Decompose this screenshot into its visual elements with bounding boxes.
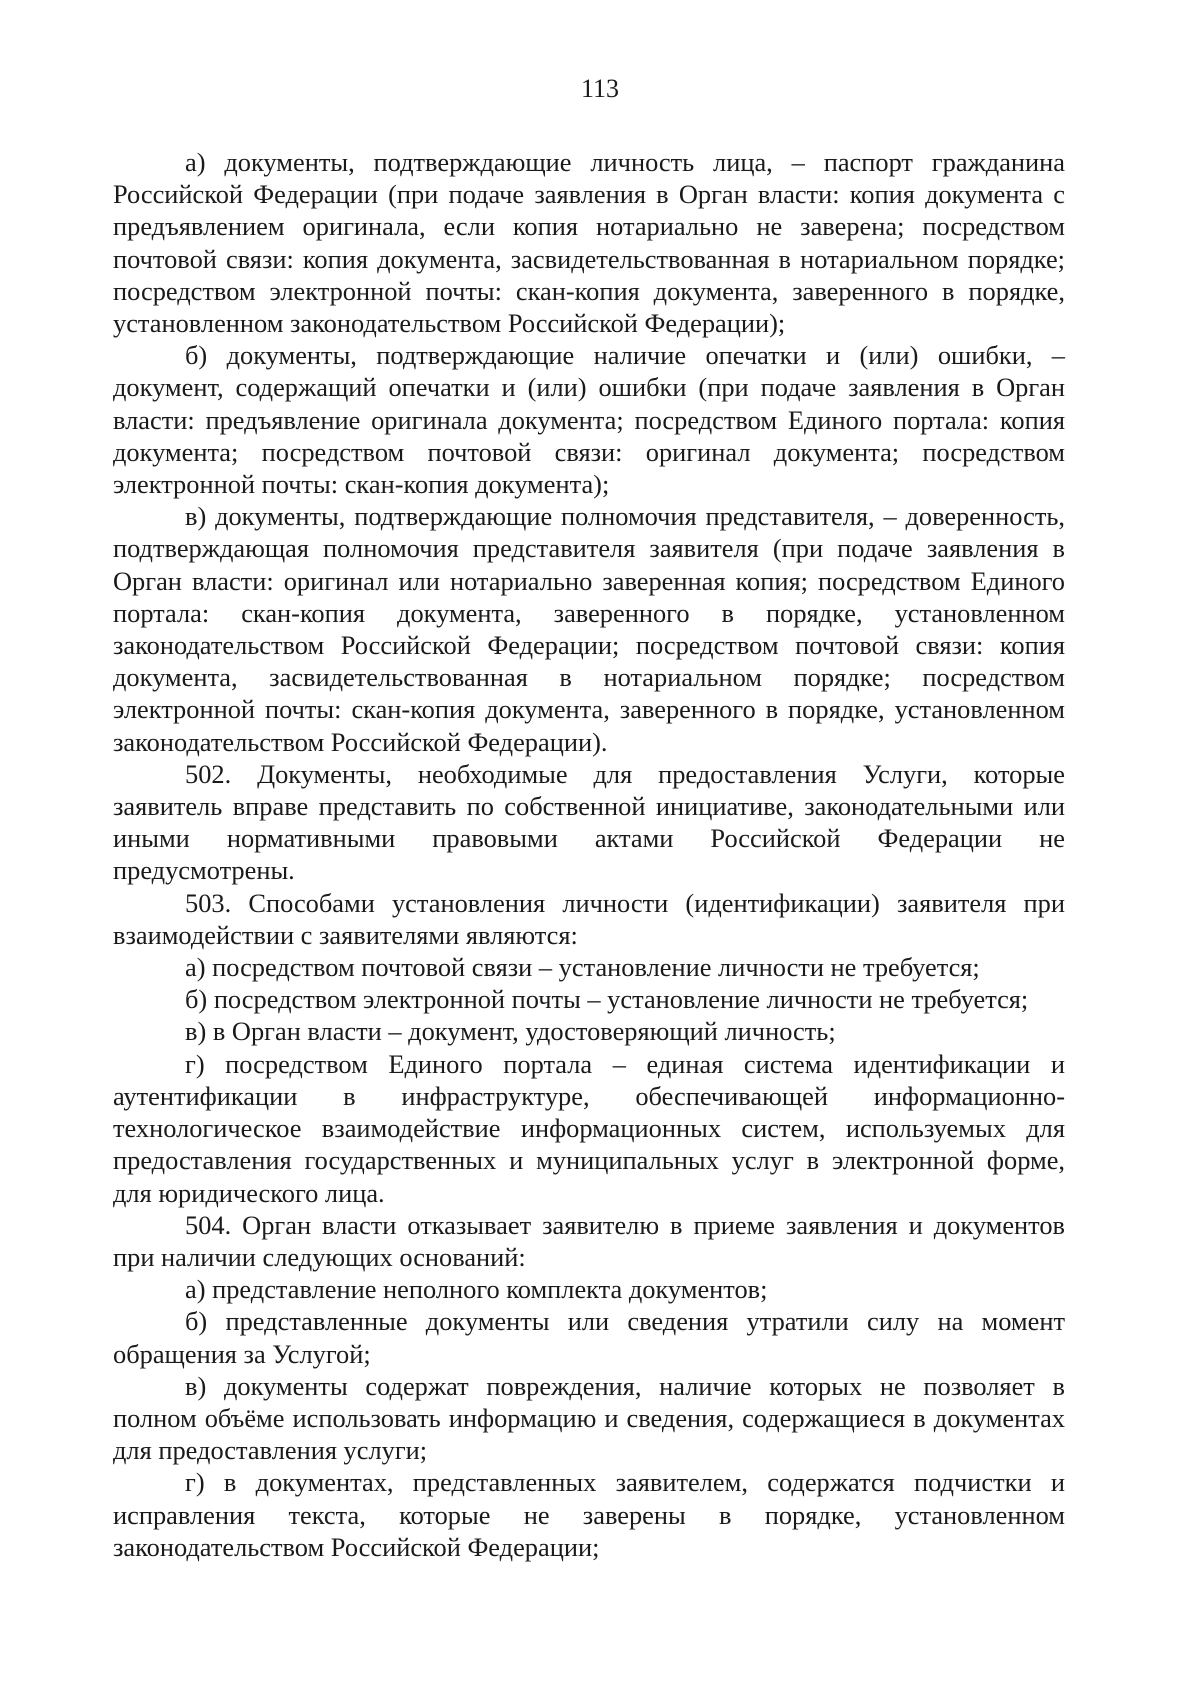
page-number: 113 xyxy=(580,74,620,103)
paragraph-503-v: в) в Орган власти – документ, удостоверяющий личность; xyxy=(185,1016,836,1047)
paragraph-504: 504. Орган власти отказывает заявителю в приеме заявления и документов при наличии следующих оснований: xyxy=(113,1209,1065,1272)
paragraph-504-v: в) документы содержат повреждения, наличие которых не позволяет в полном объёме использовать информацию и сведения, содержащиеся в документах для предоставления услуги; xyxy=(113,1370,1065,1466)
paragraph-504-a: а) представление неполного комплекта документов; xyxy=(185,1274,768,1305)
paragraph-a-identity-documents: а) документы, подтверждающие личность лица, – паспорт гражданина Российской Федерации (при подаче заявления в Орган власти: копия документа с предъявлением оригинала, если копия нотариально не заверена; посредством почтовой связи: копия документа, засвидетельствованная в нотариальном порядке; посредством электронной почты: скан-копия документа, заверенного в порядке, установленном законодательством Российской Федерации); xyxy=(113,147,1065,339)
paragraph-503-g: г) посредством Единого портала – единая система идентификации и аутентификации в инфраструктуре, обеспечивающей информационно-технологическое взаимодействие информационных систем, используемых для предоставления государственных и муниципальных услуг в электронной форме, для юридического лица. xyxy=(113,1048,1065,1208)
paragraph-503-a: а) посредством почтовой связи – установление личности не требуется; xyxy=(185,952,980,983)
paragraph-v-representative-documents: в) документы, подтверждающие полномочия представителя, – доверенность, подтверждающая полномочия представителя заявителя (при подаче заявления в Орган власти: оригинал или нотариально заверенная копия; посредством Единого портала: скан-копия документа, заверенного в порядке, установленном законодательством Российской Федерации; посредством почтовой связи: копия документа, засвидетельствованная в нотариальном порядке; посредством электронной почты: скан-копия документа, заверенного в порядке, установленном законодательством Российской Федерации). xyxy=(113,501,1065,757)
paragraph-b-error-documents: б) документы, подтверждающие наличие опечатки и (или) ошибки, – документ, содержащий опечатки и (или) ошибки (при подаче заявления в Орган власти: предъявление оригинала документа; посредством Единого портала: копия документа; посредством почтовой связи: оригинал документа; посредством электронной почты: скан-копия документа); xyxy=(113,340,1065,500)
paragraph-504-b: б) представленные документы или сведения утратили силу на момент обращения за Услугой; xyxy=(113,1306,1065,1369)
document-body xyxy=(113,146,1065,1563)
paragraph-502: 502. Документы, необходимые для предоставления Услуги, которые заявитель вправе представить по собственной инициативе, законодательными или иными нормативными правовыми актами Российской Федерации не предусмотрены. xyxy=(113,758,1065,886)
paragraph-503: 503. Способами установления личности (идентификации) заявителя при взаимодействии с заявителями являются: xyxy=(113,887,1065,950)
paragraph-503-b: б) посредством электронной почты – установление личности не требуется; xyxy=(185,984,1029,1015)
paragraph-504-g: г) в документах, представленных заявителем, содержатся подчистки и исправления текста, которые не заверены в порядке, установленном законодательством Российской Федерации; xyxy=(113,1467,1065,1562)
